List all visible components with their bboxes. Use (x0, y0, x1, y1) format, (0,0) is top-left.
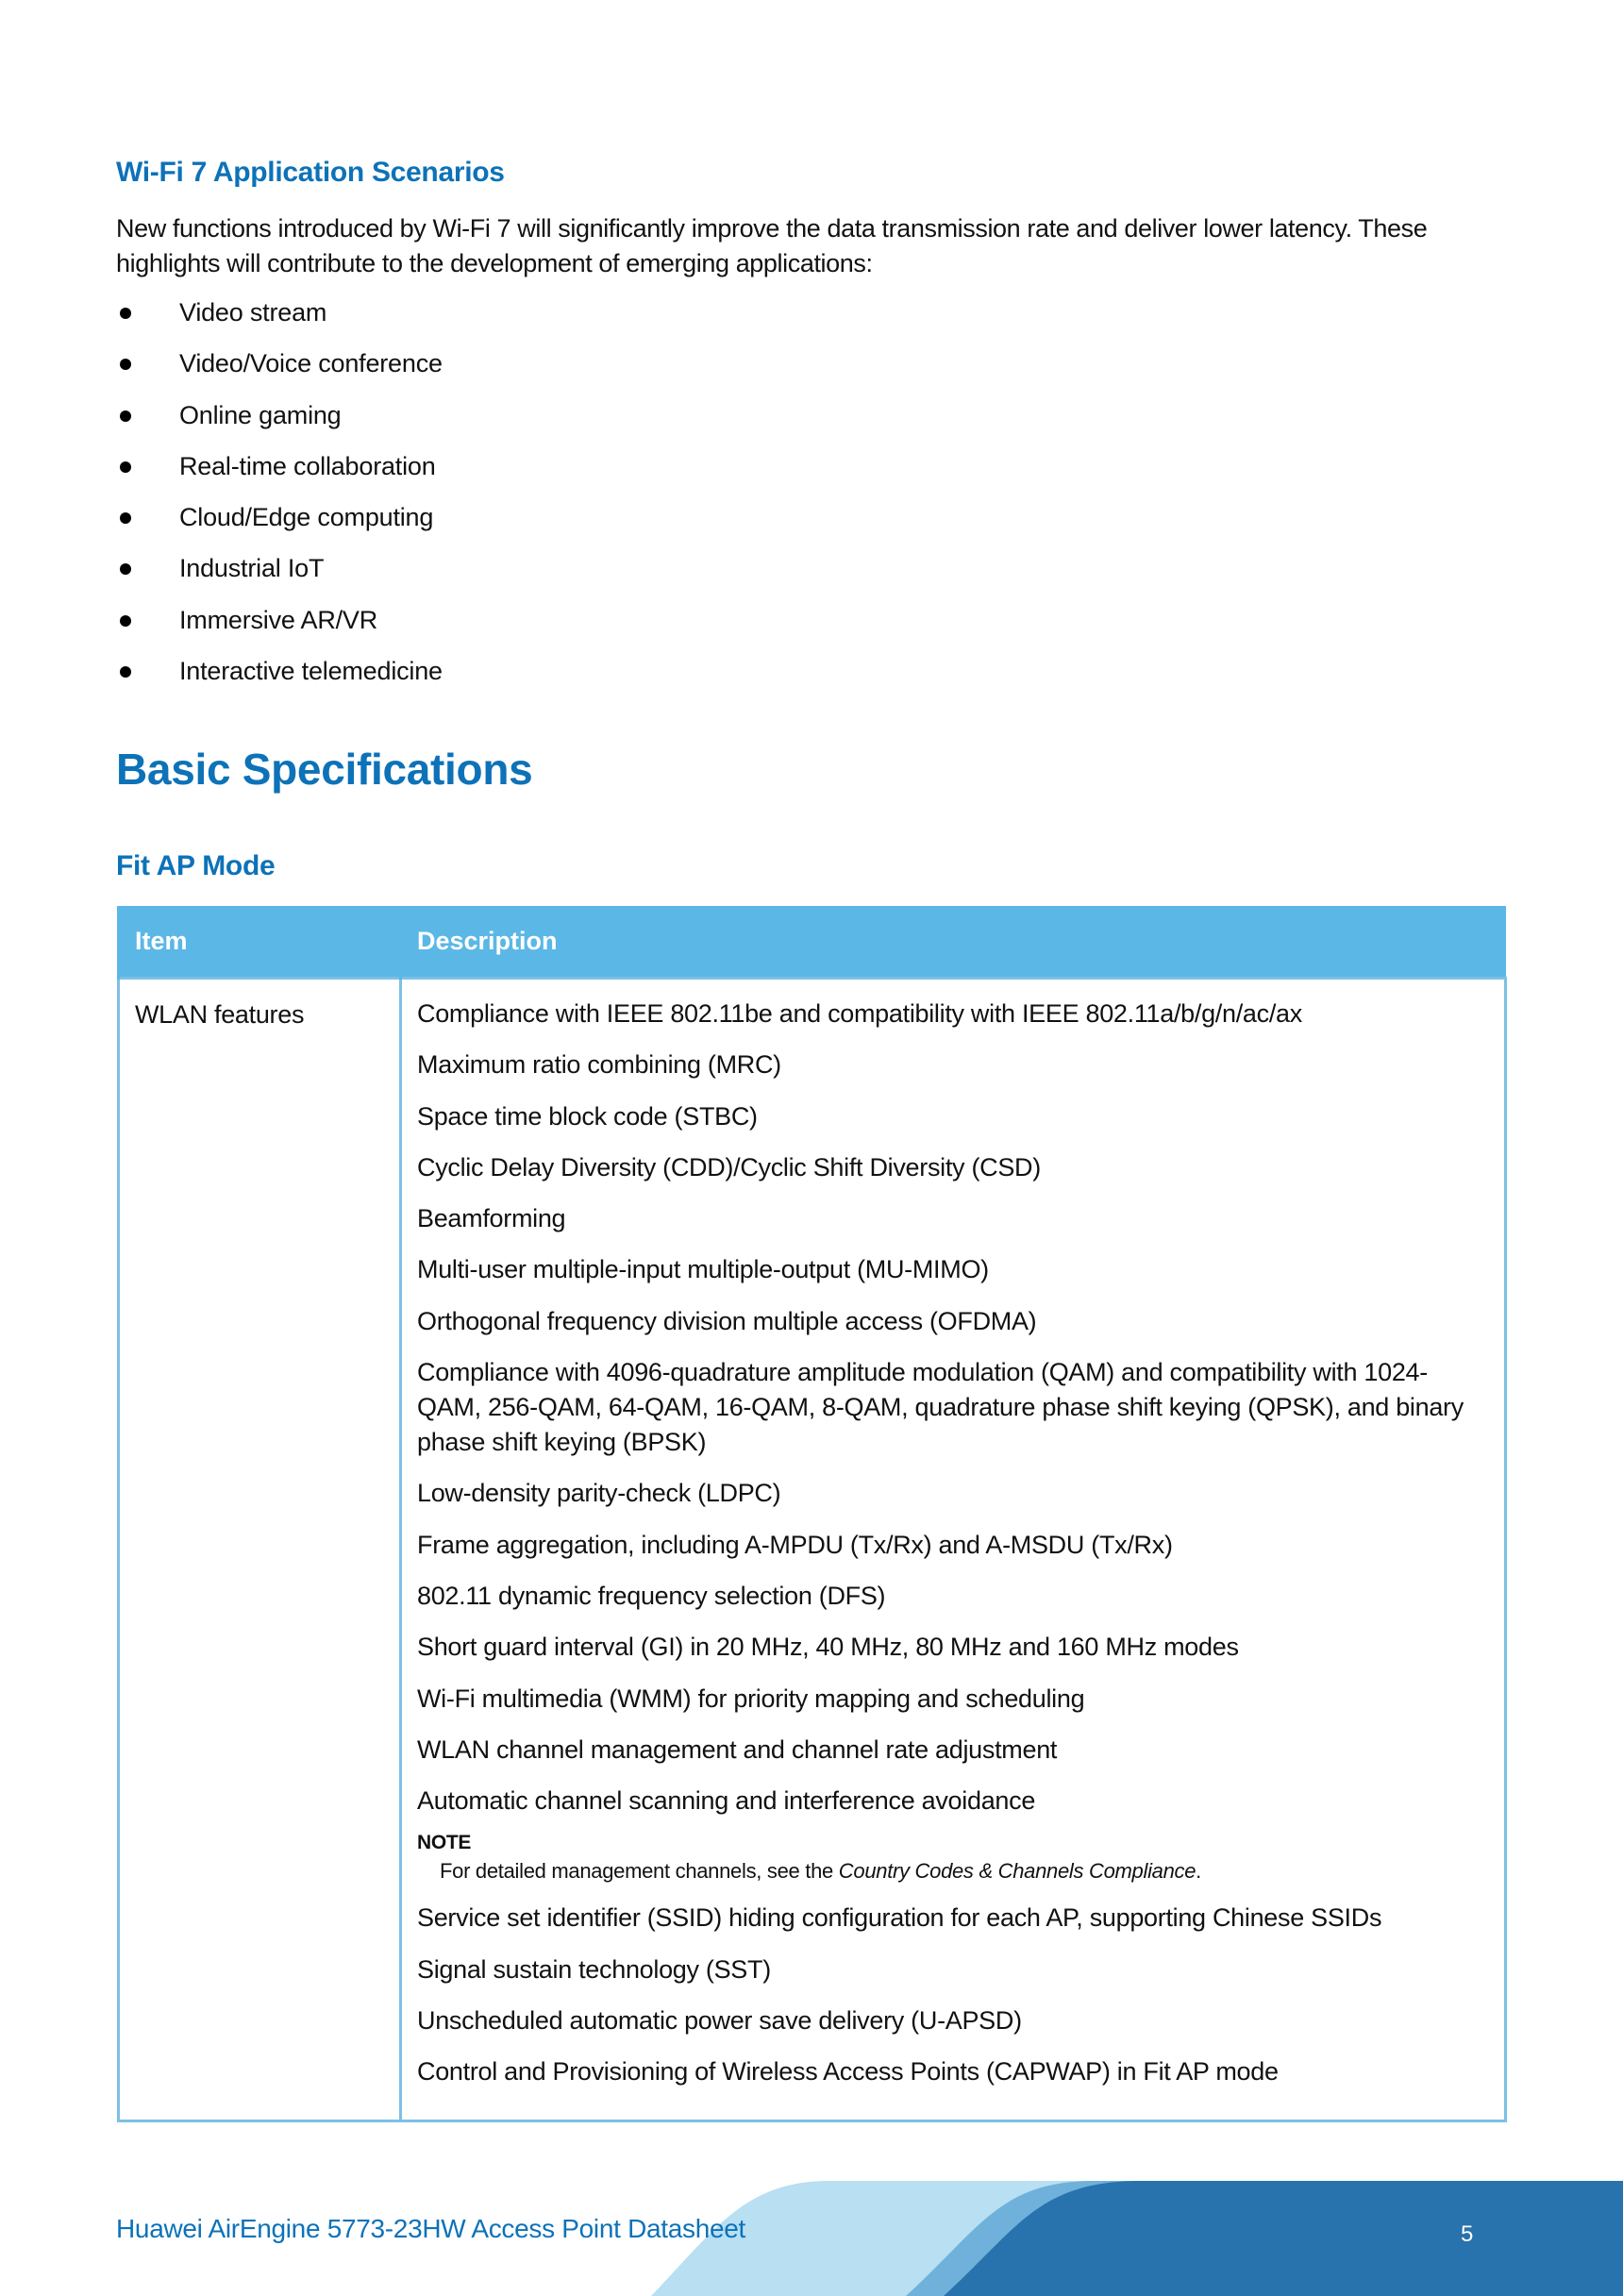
section-heading-scenarios: Wi-Fi 7 Application Scenarios (116, 157, 505, 188)
note-label: NOTE (417, 1832, 472, 1854)
description-item: Maximum ratio combining (MRC) (417, 1050, 781, 1080)
list-item (116, 349, 443, 400)
description-item: WLAN channel management and channel rate adjustment (417, 1735, 1058, 1764)
list-item-text: Interactive telemedicine (179, 657, 443, 686)
page-number: 5 (1461, 2221, 1474, 2247)
description-item: Wi-Fi multimedia (WMM) for priority mapping and scheduling (417, 1684, 1085, 1713)
scenario-list (116, 298, 443, 708)
list-item (116, 606, 443, 657)
list-item (116, 554, 443, 605)
description-item: Short guard interval (GI) in 20 MHz, 40 MHz, 80 MHz and 160 MHz modes (417, 1633, 1239, 1662)
list-item-text: Video stream (179, 298, 327, 327)
list-item-text: Cloud/Edge computing (179, 503, 434, 532)
bullet-icon (120, 666, 131, 678)
bullet-icon (120, 411, 131, 422)
description-item: Frame aggregation, including A-MPDU (Tx/Rx) and A-MSDU (Tx/Rx) (417, 1530, 1173, 1559)
list-item-text: Online gaming (179, 400, 342, 429)
description-item: Cyclic Delay Diversity (CDD)/Cyclic Shift Diversity (CSD) (417, 1152, 1041, 1182)
list-item-text: Immersive AR/VR (179, 605, 378, 634)
description-item: Beamforming (417, 1204, 566, 1233)
note-prefix: For detailed management channels, see the (440, 1859, 839, 1884)
note-reference: Country Codes & Channels Compliance (838, 1859, 1196, 1884)
column-header-item: Item (119, 906, 401, 979)
bullet-icon (120, 615, 131, 627)
bullet-icon (120, 308, 131, 319)
footer-document-title: Huawei AirEngine 5773-23HW Access Point Datasheet (116, 2214, 746, 2243)
list-item (116, 657, 443, 708)
note-text (417, 1857, 1489, 1885)
row-description-cell (401, 979, 1506, 2121)
subsection-heading-fit-ap-mode: Fit AP Mode (116, 850, 276, 881)
description-item: Compliance with 4096-quadrature amplitude modulation (QAM) and compatibility with 1024-QAM, 256-QAM, 64-QAM, 16-QAM, 8-QAM, quadrature phase shift keying (QPSK), and binary phase shift keying (BPSK) (417, 1358, 1464, 1457)
description-item: 802.11 dynamic frequency selection (DFS) (417, 1581, 886, 1610)
description-item: Low-density parity-check (LDPC) (417, 1479, 781, 1508)
description-item: Control and Provisioning of Wireless Access Points (CAPWAP) in Fit AP mode (417, 2057, 1279, 2087)
list-item (116, 298, 443, 349)
bullet-icon (120, 563, 131, 575)
bullet-icon (120, 512, 131, 524)
description-item: Multi-user multiple-input multiple-output (MU-MIMO) (417, 1255, 989, 1284)
intro-paragraph: New functions introduced by Wi-Fi 7 will significantly improve the data transmission rate and deliver lower latency. These highlights will contribute to the development of emerging applications: (116, 214, 1428, 277)
list-item-text: Industrial IoT (179, 554, 325, 583)
column-header-description: Description (401, 906, 1506, 979)
description-item: Orthogonal frequency division multiple access (OFDMA) (417, 1306, 1037, 1335)
description-item: Service set identifier (SSID) hiding configuration for each AP, supporting Chinese SSIDs (417, 1903, 1382, 1933)
bullet-icon (120, 359, 131, 370)
section-heading-basic-specifications: Basic Specifications (116, 745, 533, 794)
list-item (116, 452, 443, 503)
description-list (417, 997, 1489, 1818)
description-item: Compliance with IEEE 802.11be and compatibility with IEEE 802.11a/b/g/n/ac/ax (417, 999, 1302, 1028)
list-item-text: Real-time collaboration (179, 451, 436, 480)
description-item: Signal sustain technology (SST) (417, 1954, 771, 1984)
list-item-text: Video/Voice conference (179, 349, 443, 378)
spec-table (117, 906, 1507, 2122)
description-list (417, 1901, 1489, 2089)
table-header-row (119, 906, 1506, 979)
description-item: Space time block code (STBC) (417, 1101, 758, 1131)
row-item-cell: WLAN features (119, 979, 401, 2121)
description-item: Unscheduled automatic power save delivery (U-APSD) (417, 2006, 1022, 2036)
description-item: Automatic channel scanning and interference avoidance (417, 1786, 1036, 1816)
table-row (119, 979, 1506, 2121)
note-suffix: . (1196, 1859, 1201, 1884)
bullet-icon (120, 461, 131, 473)
list-item (116, 503, 443, 554)
list-item (116, 401, 443, 452)
